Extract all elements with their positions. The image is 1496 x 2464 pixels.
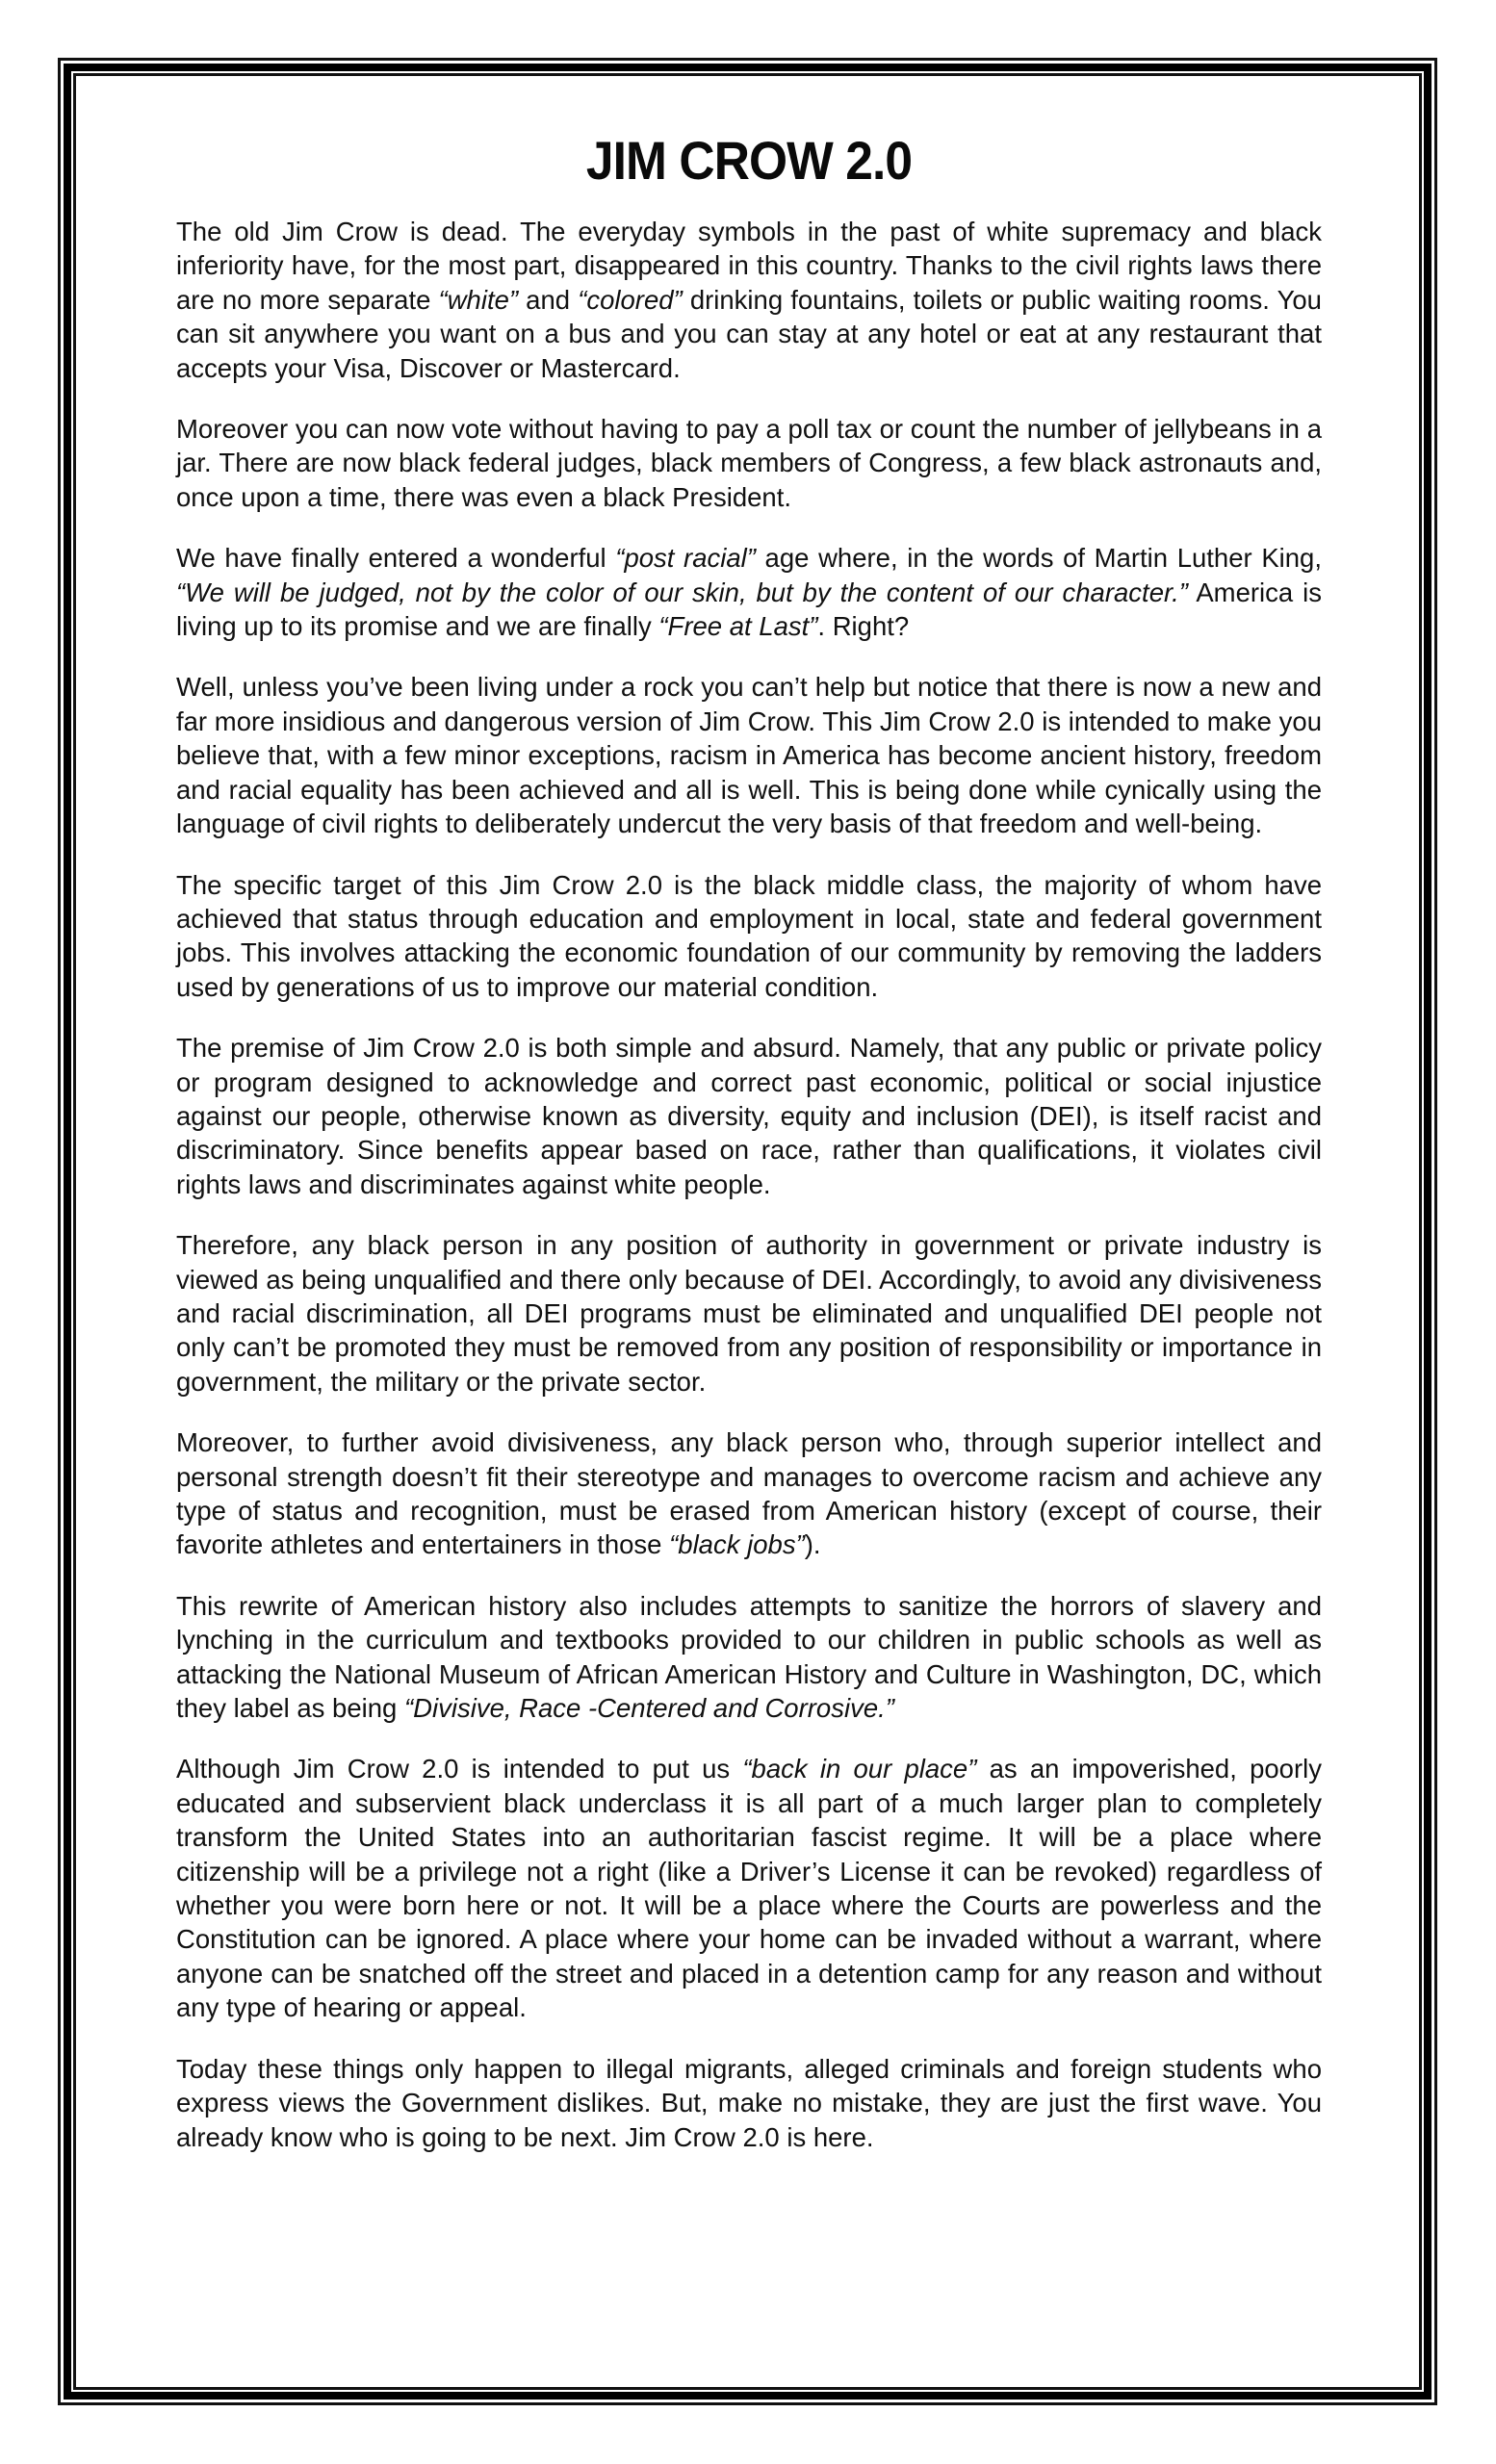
paragraph-text: We have finally entered a wonderful	[176, 543, 616, 574]
paragraph-text: Although Jim Crow 2.0 is intended to put us	[176, 1754, 743, 1784]
italic-text: “Divisive, Race -Centered and Corrosive.”	[403, 1693, 894, 1724]
paragraph-list	[176, 215, 1322, 2154]
paragraph-text: The specific target of this Jim Crow 2.0 is the black middle class, the majority of whom have achieved that status through education and employment in local, state and federal government jobs. This involves attacking the economic foundation of our community by removing the ladders used by generations of us to improve our material condition.	[176, 869, 1322, 1002]
paragraph-text: Therefore, any black person in any position of authority in government or private industry is viewed as being unqualified and there only because of DEI. Accordingly, to avoid any divisiveness and racial discrimination, all DEI programs must be eliminated and unqualified DEI people not only can’t be promoted they must be removed from any position of responsibility or importance in government, the military or the private sector.	[176, 1230, 1322, 1397]
document-body	[176, 130, 1322, 2181]
paragraph	[176, 1425, 1322, 1562]
paragraph-text: drinking fountains, toilets or public waiting rooms. You can sit anywhere you want on a bus and you can stay at any hotel or eat at any restaurant that accepts your Visa, Discover or Mastercard.	[176, 284, 1322, 383]
italic-text: “post racial”	[615, 543, 756, 574]
paragraph-text: as an impoverished, poorly educated and subservient black underclass it is all part of a much larger plan to completely transform the United States into an authoritarian fascist regime. It will be a place where citizenship will be a privilege not a right (like a Driver’s License it can be revoked) regardless of whether you were born here or not. It will be a place where the Courts are powerless and the Constitution can be ignored. A place where your home can be invaded without a warrant, where anyone can be snatched off the street and placed in a detention camp for any reason and without any type of hearing or appeal.	[176, 1754, 1322, 2023]
italic-text: “colored”	[578, 284, 683, 315]
paragraph	[176, 670, 1322, 840]
paragraph-text: The premise of Jim Crow 2.0 is both simple and absurd. Namely, that any public or private policy or program designed to acknowledge and correct past economic, political or social injustice against our people, otherwise known as diversity, equity and inclusion (DEI), is itself racist and discriminatory. Since benefits appear based on race, rather than qualifications, it violates civil rights laws and discriminates against white people.	[176, 1033, 1322, 1199]
italic-text: “Free at Last”	[658, 611, 818, 642]
paragraph-text: and	[518, 284, 579, 315]
paragraph	[176, 541, 1322, 643]
paragraph-text: Moreover you can now vote without having to pay a poll tax or count the number of jellybeans in a jar. There are now black federal judges, black members of Congress, a few black astronauts and, once upon a time, there was even a black President.	[176, 414, 1322, 512]
paragraph-text: America is living up to its promise and we are finally	[176, 577, 1322, 642]
paragraph	[176, 412, 1322, 514]
paragraph-text: ).	[804, 1529, 821, 1560]
italic-text: “We will be judged, not by the color of our skin, but by the content of our character.”	[176, 577, 1188, 607]
paragraph	[176, 1752, 1322, 2024]
paragraph	[176, 215, 1322, 385]
paragraph-text: age where, in the words of Martin Luther King,	[755, 543, 1322, 574]
paragraph-text: . Right?	[817, 611, 910, 642]
document-title: JIM CROW 2.0	[585, 130, 913, 191]
paragraph	[176, 1031, 1322, 1201]
paragraph-text: This rewrite of American history also includes attempts to sanitize the horrors of slavery and lynching in the curriculum and textbooks provided to our children in public schools as well as attacking the National Museum of African American History and Culture in Washington, DC, which they label as being	[176, 1590, 1322, 1724]
paragraph	[176, 868, 1322, 1005]
paragraph-text: Today these things only happen to illegal migrants, alleged criminals and foreign students who express views the Government dislikes. But, make no mistake, they are just the first wave. You already know who is going to be next. Jim Crow 2.0 is here.	[176, 2053, 1322, 2152]
italic-text: “white”	[438, 284, 519, 315]
paragraph	[176, 1228, 1322, 1399]
paragraph-text: Moreover, to further avoid divisiveness, any black person who, through superior intellect and personal strength doesn’t fit their stereotype and manages to overcome racism and achieve any type of status and recognition, must be erased from American history (except of course, their favorite athletes and entertainers in those	[176, 1427, 1322, 1560]
paragraph	[176, 1589, 1322, 1726]
paragraph-text: Well, unless you’ve been living under a rock you can’t help but notice that there is now a new and far more insidious and dangerous version of Jim Crow. This Jim Crow 2.0 is intended to make you believe that, with a few minor exceptions, racism in America has become ancient history, freedom and racial equality has been achieved and all is well. This is being done while cynically using the language of civil rights to deliberately undercut the very basis of that freedom and well-being.	[176, 672, 1322, 839]
paragraph	[176, 2052, 1322, 2154]
italic-text: “black jobs”	[669, 1529, 805, 1560]
paragraph-text: The old Jim Crow is dead. The everyday symbols in the past of white supremacy and black inferiority have, for the most part, disappeared in this country. Thanks to the civil rights laws there are no more separate	[176, 217, 1322, 315]
italic-text: “back in our place”	[742, 1754, 977, 1784]
